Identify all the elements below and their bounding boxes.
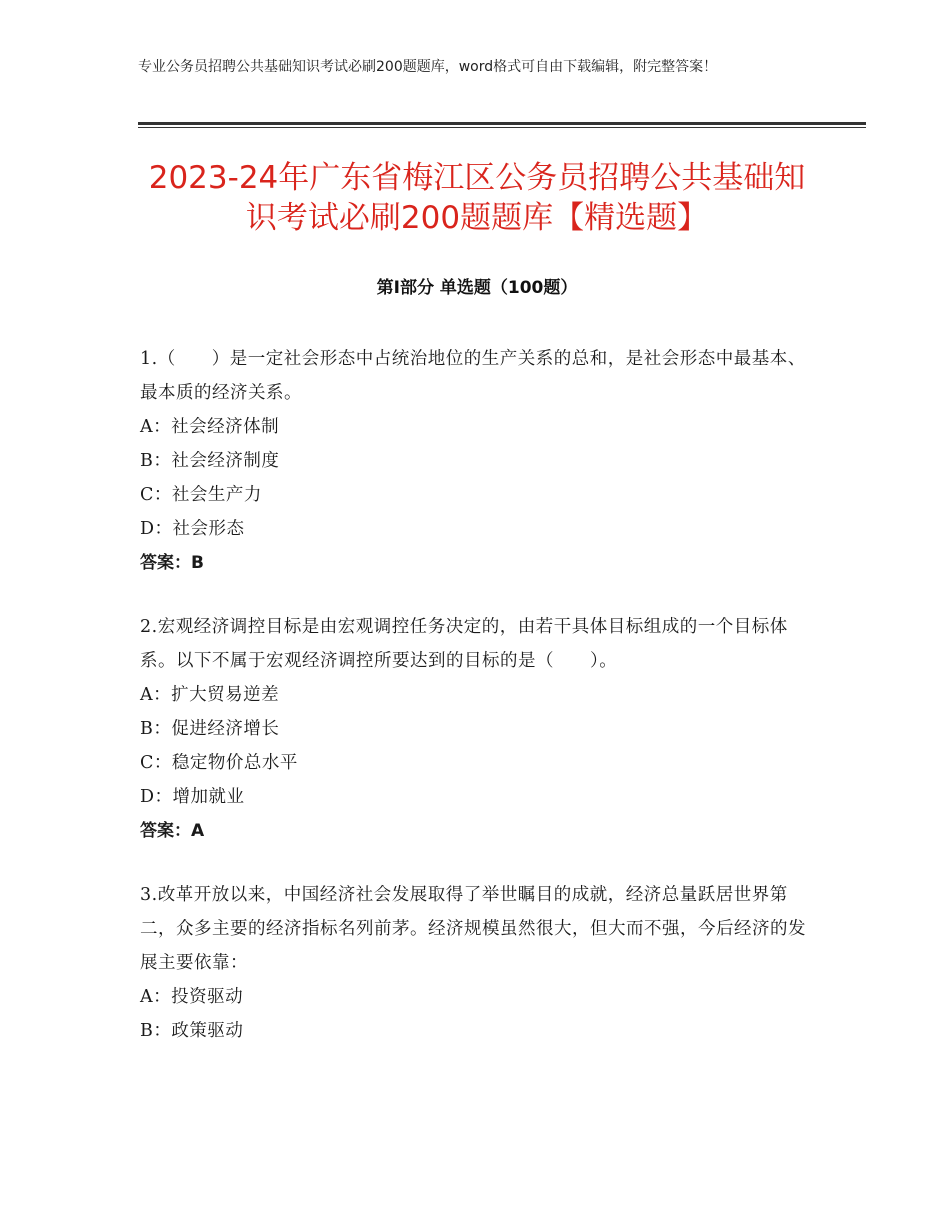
option-d: D：增加就业 — [140, 787, 245, 807]
option-b: B：社会经济制度 — [140, 451, 280, 471]
option-c: C：稳定物价总水平 — [140, 753, 298, 773]
header-divider — [138, 122, 866, 125]
question-2 — [140, 610, 816, 848]
option-b: B：政策驱动 — [140, 1021, 244, 1041]
option-c: C：社会生产力 — [140, 485, 262, 505]
question-stem: 3.改革开放以来，中国经济社会发展取得了举世瞩目的成就，经济总量跃居世界第二，众多主要的经济指标名列前茅。经济规模虽然很大，但大而不强，今后经济的发展主要依靠： — [140, 885, 806, 973]
question-stem: 2.宏观经济调控目标是由宏观调控任务决定的，由若干具体目标组成的一个目标体系。以下不属于宏观经济调控所要达到的目标的是（ ）。 — [140, 617, 788, 671]
option-a: A：社会经济体制 — [140, 417, 280, 437]
question-1 — [140, 342, 816, 580]
option-a: A：扩大贸易逆差 — [140, 685, 280, 705]
answer: 答案：A — [140, 821, 205, 841]
document-title: 2023-24年广东省梅江区公务员招聘公共基础知识考试必刷200题题库【精选题】 — [148, 160, 806, 236]
question-3 — [140, 878, 816, 1048]
option-d: D：社会形态 — [140, 519, 245, 539]
header-note: 专业公务员招聘公共基础知识考试必刷200题题库，word格式可自由下载编辑，附完整答案！ — [138, 59, 718, 75]
question-list — [140, 342, 816, 1078]
option-a: A：投资驱动 — [140, 987, 244, 1007]
option-b: B：促进经济增长 — [140, 719, 280, 739]
section-title: 第Ⅰ部分 单选题（100题） — [376, 278, 578, 298]
answer: 答案：B — [140, 553, 204, 573]
question-stem: 1.（ ）是一定社会形态中占统治地位的生产关系的总和，是社会形态中最基本、最本质的经济关系。 — [140, 349, 806, 403]
